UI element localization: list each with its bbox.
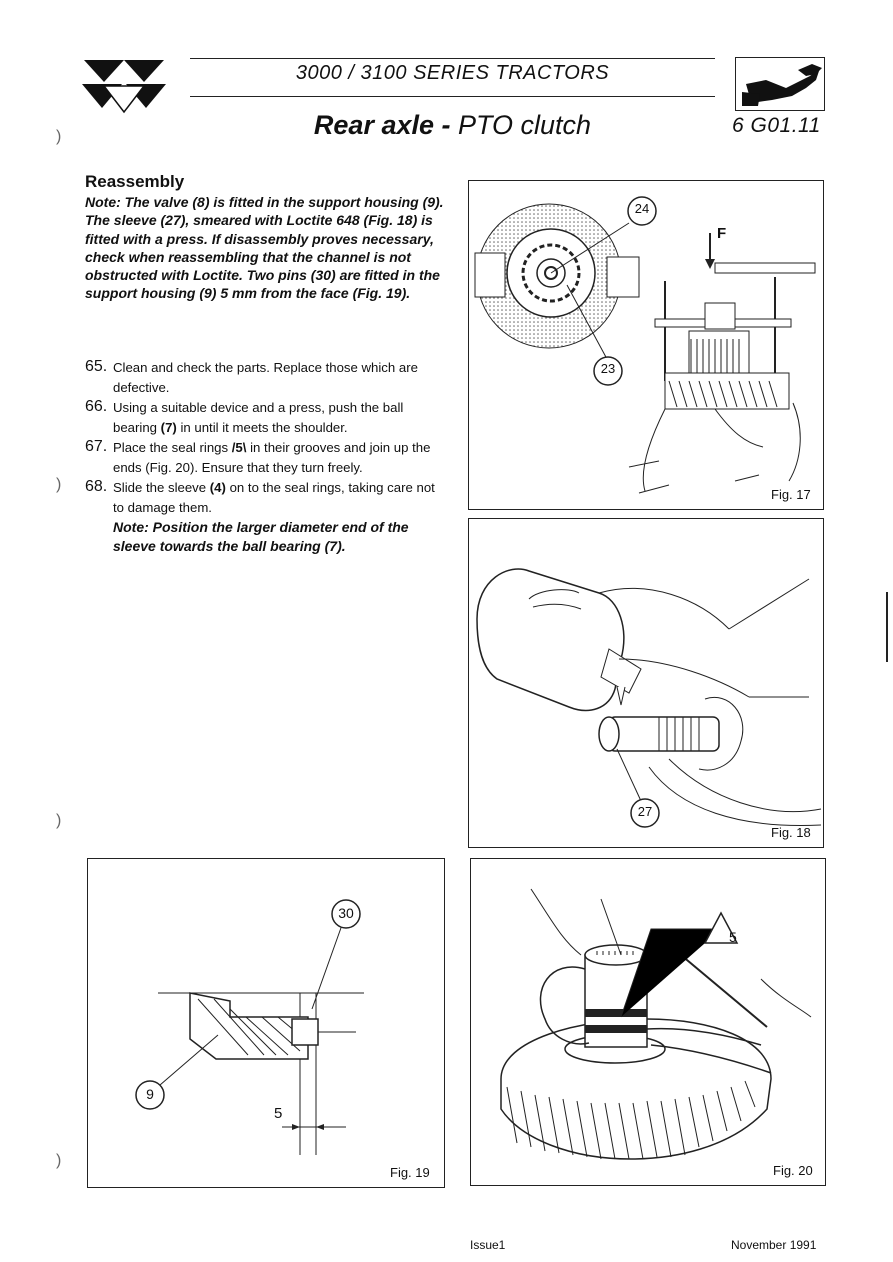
- step-item: [85, 358, 445, 398]
- step-ref: /5\: [231, 440, 247, 455]
- dimension-5: 5: [274, 1105, 283, 1122]
- fig17-caption: Fig. 17: [771, 487, 811, 502]
- step-ref: (7): [160, 420, 177, 435]
- step-number: 68.: [85, 478, 108, 495]
- page-title: [190, 110, 715, 141]
- fig19-drawing: [88, 859, 444, 1187]
- step-number: 67.: [85, 438, 108, 455]
- footer-issue: Issue1: [470, 1238, 506, 1252]
- step-ref: (4): [209, 480, 226, 495]
- figure-18: [468, 518, 824, 848]
- section-heading: Reassembly: [85, 172, 185, 191]
- title-rest: PTO clutch: [450, 110, 592, 140]
- figure-20: [470, 858, 826, 1186]
- figure-19: [87, 858, 445, 1188]
- step-item: [85, 478, 445, 555]
- step-text: in until it meets the shoulder.: [176, 420, 348, 435]
- wrench-icon: [735, 57, 825, 111]
- callout-9: 9: [146, 1086, 154, 1102]
- force-label: F: [717, 225, 727, 242]
- fig18-drawing: [469, 519, 823, 847]
- header-rule-bottom: [190, 96, 715, 97]
- step-number: 66.: [85, 398, 108, 415]
- fig20-caption: Fig. 20: [773, 1163, 813, 1178]
- step-note: Note: Position the larger diameter end of the sleeve towards the ball bearing (7).: [113, 519, 409, 554]
- step-text: on to the seal rings, taking care not to damage them.: [113, 480, 435, 515]
- callout-27: 27: [637, 804, 653, 819]
- callout-30: 30: [338, 905, 354, 921]
- footer-date: November 1991: [731, 1238, 817, 1252]
- fig18-caption: Fig. 18: [771, 825, 811, 840]
- right-edge-mark: [886, 592, 888, 662]
- step-text: Place the seal rings: [113, 440, 232, 455]
- fig20-drawing: [471, 859, 825, 1185]
- callout-23: 23: [600, 361, 616, 376]
- title-bold: Rear axle -: [313, 110, 451, 140]
- margin-mark: ): [56, 1152, 62, 1169]
- step-item: [85, 438, 445, 478]
- brand-logo: [80, 56, 168, 116]
- fig19-caption: Fig. 19: [390, 1165, 430, 1180]
- section-code: 6 G01.11: [732, 114, 821, 137]
- series-title: 3000 / 3100 SERIES TRACTORS: [295, 62, 610, 84]
- step-text: Clean and check the parts. Replace those which are defective.: [113, 360, 418, 395]
- step-text: Using a suitable device and a press, push the ball bearing: [113, 400, 404, 435]
- fig17-drawing: [469, 181, 823, 509]
- step-list: [85, 358, 445, 555]
- step-text: in their grooves and join up the ends (Fig. 20). Ensure that they turn freely.: [113, 440, 431, 475]
- margin-mark: ): [56, 812, 62, 829]
- figure-17: [468, 180, 824, 510]
- margin-mark: ): [56, 476, 62, 493]
- step-text: Slide the sleeve: [113, 480, 210, 495]
- callout-24: 24: [634, 201, 650, 216]
- step-number: 65.: [85, 358, 108, 375]
- header-rule-top: [190, 58, 715, 59]
- callout-5: 5: [729, 929, 737, 945]
- reassembly-note: Note: The valve (8) is fitted in the support housing (9). The sleeve (27), smeared with Loctite 648 (Fig. 18) is fitted with a press. If disassembly proves necessary, check when reassembling that the channel is not obstructed with Loctite. Two pins (30) are fitted in the support housing (9) 5 mm from the face (Fig. 19).: [85, 194, 444, 302]
- step-item: [85, 398, 445, 438]
- margin-mark: ): [56, 128, 62, 145]
